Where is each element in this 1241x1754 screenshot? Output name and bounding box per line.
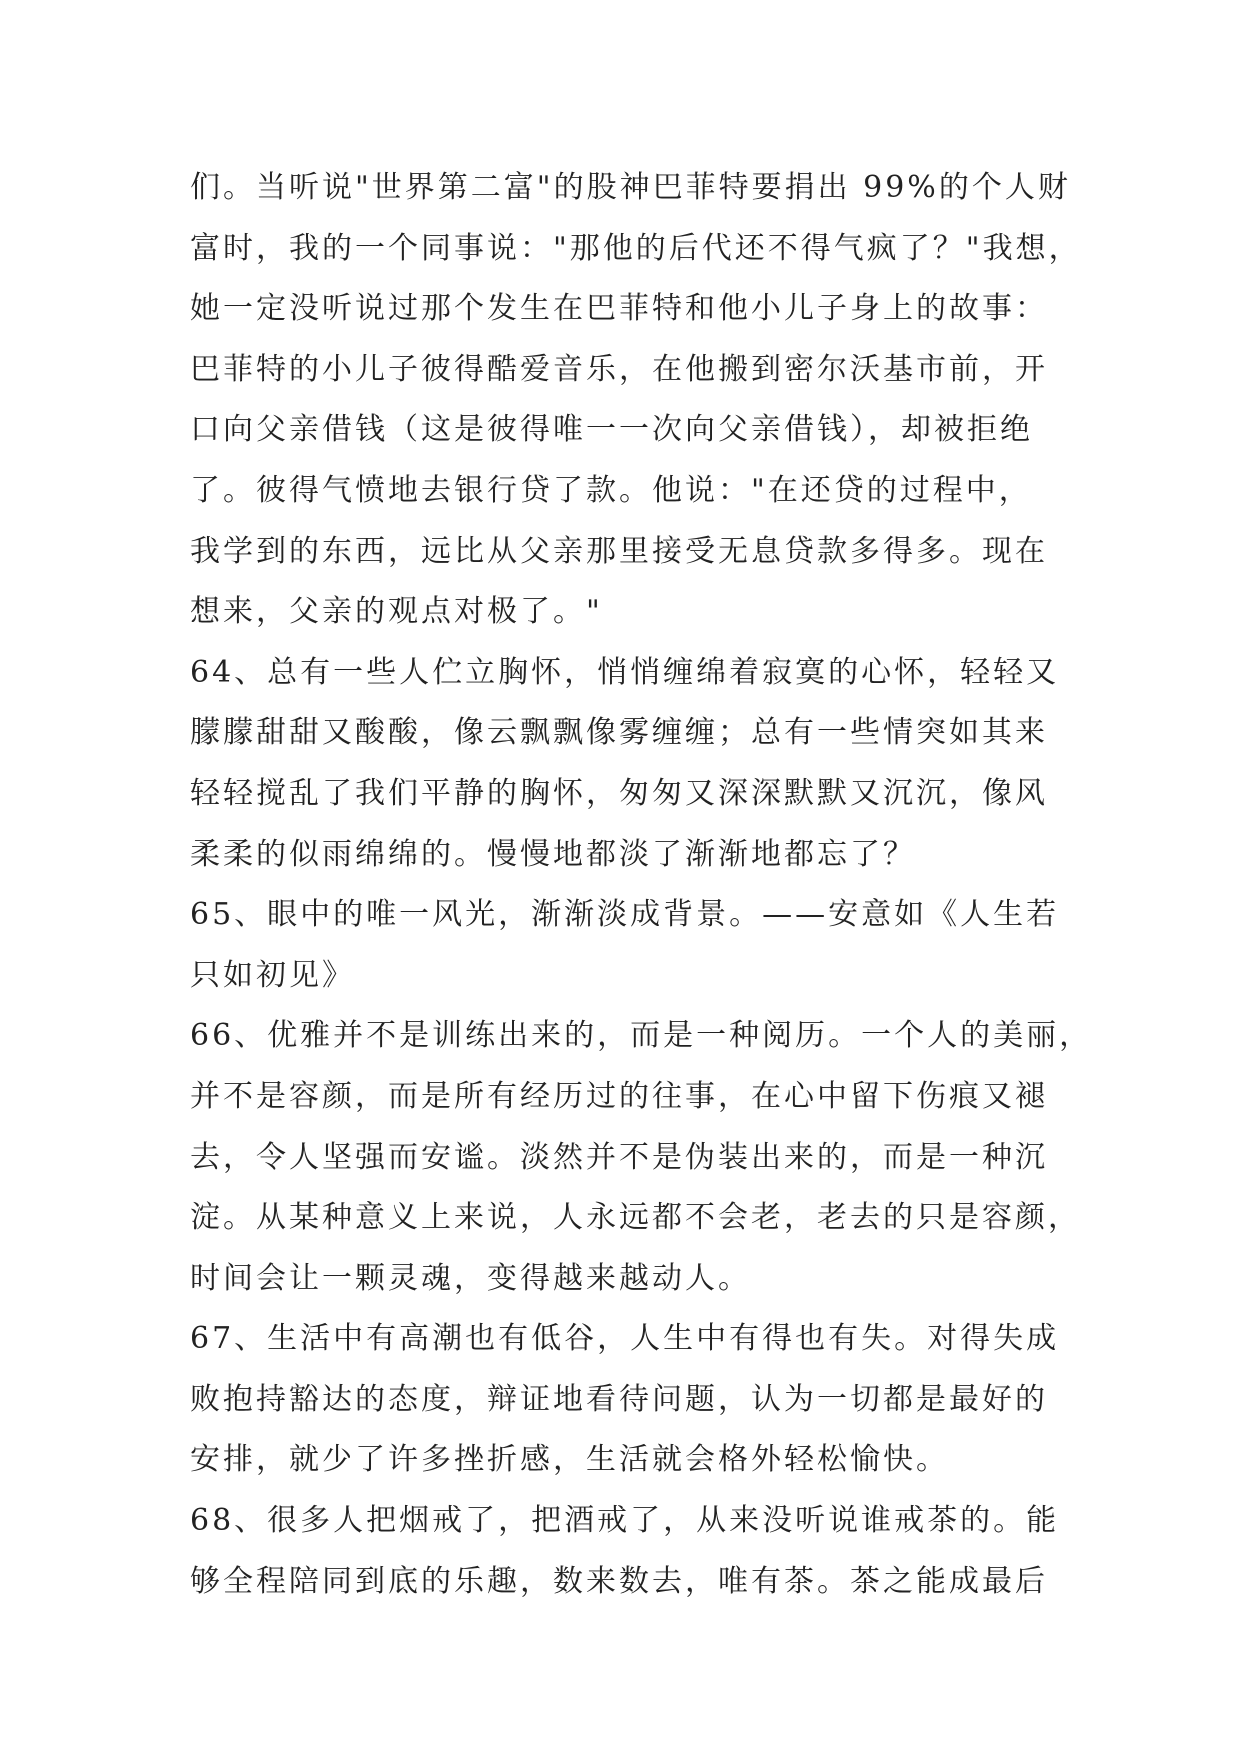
text-line: 安排，就少了许多挫折感，生活就会格外轻松愉快。	[190, 1442, 949, 1478]
text-line: 66、优雅并不是训练出来的，而是一种阅历。一个人的美丽，	[190, 1018, 1093, 1054]
text-line: 只如初见》	[190, 957, 355, 993]
text-line: 们。当听说"世界第二富"的股神巴菲特要捐出 99%的个人财	[190, 170, 1071, 205]
text-line: 她一定没听说过那个发生在巴菲特和他小儿子身上的故事：	[190, 291, 1048, 327]
text-line: 我学到的东西，远比从父亲那里接受无息贷款多得多。现在	[190, 533, 1048, 569]
text-line: 时间会让一颗灵魂，变得越来越动人。	[190, 1260, 751, 1296]
text-line: 想来，父亲的观点对极了。"	[190, 594, 603, 630]
text-line: 68、很多人把烟戒了，把酒戒了，从来没听说谁戒茶的。能	[190, 1503, 1060, 1539]
text-line: 淀。从某种意义上来说，人永远都不会老，老去的只是容颜，	[190, 1200, 1081, 1236]
body-text	[190, 158, 1093, 1612]
text-line: 了。彼得气愤地去银行贷了款。他说："在还贷的过程中，	[190, 472, 1032, 508]
text-line: 巴菲特的小儿子彼得酷爱音乐，在他搬到密尔沃基市前，开	[190, 351, 1048, 387]
text-line: 65、眼中的唯一风光，渐渐淡成背景。——安意如《人生若	[190, 897, 1060, 933]
text-line: 朦朦甜甜又酸酸，像云飘飘像雾缠缠；总有一些情突如其来	[190, 715, 1048, 751]
text-line: 败抱持豁达的态度，辩证地看待问题，认为一切都是最好的	[190, 1381, 1048, 1417]
text-line: 67、生活中有高潮也有低谷，人生中有得也有失。对得失成	[190, 1321, 1060, 1357]
text-line: 口向父亲借钱（这是彼得唯一一次向父亲借钱），却被拒绝	[190, 412, 1033, 448]
text-line: 够全程陪同到底的乐趣，数来数去，唯有茶。茶之能成最后	[190, 1563, 1048, 1599]
text-line: 柔柔的似雨绵绵的。慢慢地都淡了渐渐地都忘了？	[190, 836, 916, 872]
text-line: 64、总有一些人伫立胸怀，悄悄缠绵着寂寞的心怀，轻轻又	[190, 654, 1060, 690]
text-line: 并不是容颜，而是所有经历过的往事，在心中留下伤痕又褪	[190, 1078, 1048, 1114]
text-line: 轻轻搅乱了我们平静的胸怀，匆匆又深深默默又沉沉，像风	[190, 775, 1048, 811]
text-line: 富时，我的一个同事说："那他的后代还不得气疯了？"我想，	[190, 230, 1082, 266]
text-line: 去，令人坚强而安谧。淡然并不是伪装出来的，而是一种沉	[190, 1139, 1048, 1175]
